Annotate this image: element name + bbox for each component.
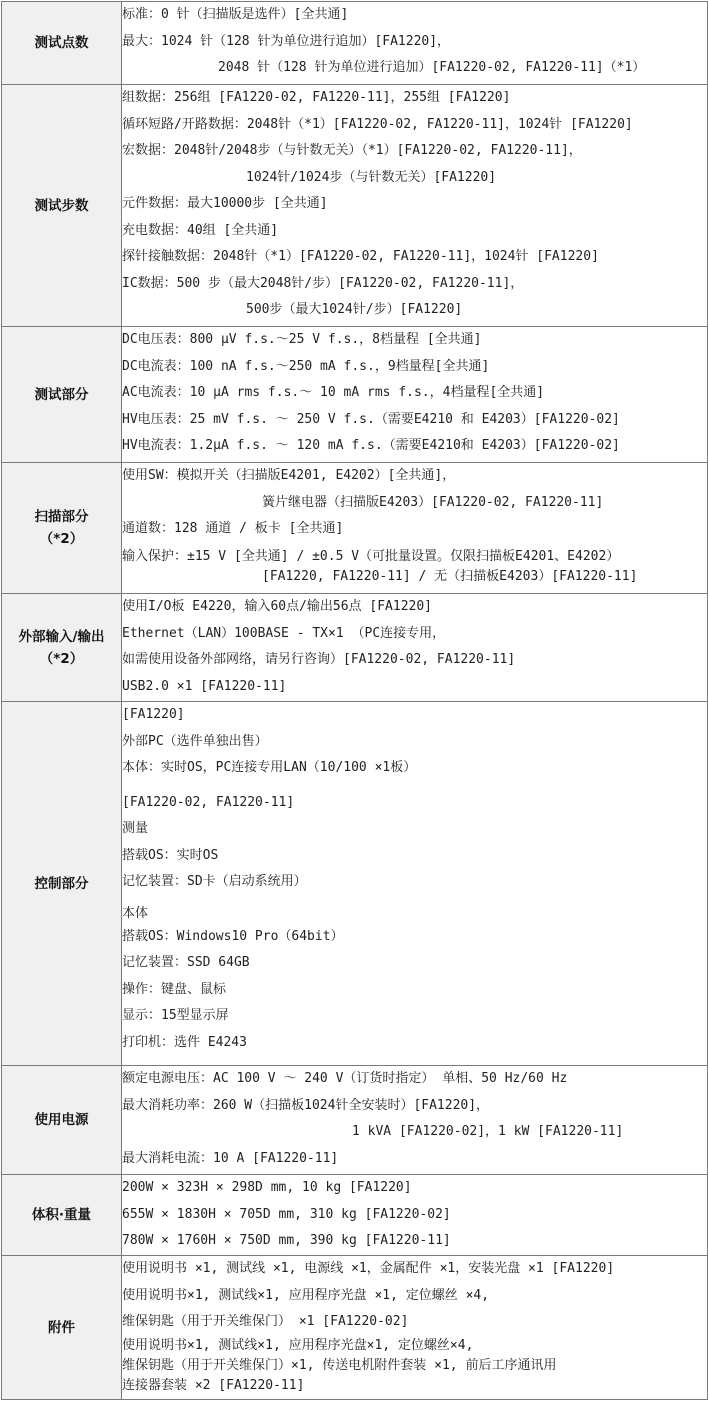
row-content bbox=[122, 1175, 708, 1256]
spec-line: 本体 bbox=[122, 905, 149, 921]
spec-line: 最大：1024 针（128 针为单位进行追加）[FA1220]， bbox=[122, 33, 451, 49]
spec-row-measurement bbox=[2, 327, 708, 463]
spec-row-external-io bbox=[2, 594, 708, 702]
spec-line: 使用说明书×1, 测试线×1, 应用程序光盘×1, 定位螺丝×4, bbox=[122, 1337, 474, 1353]
spec-line: 200W × 323H × 298D mm, 10 kg [FA1220] bbox=[122, 1180, 412, 1195]
spec-line: HV电流表：1.2μA f.s. ～ 120 mA f.s.（需要E4210和 E4203）[FA1220-02] bbox=[122, 438, 620, 453]
spec-line: 使用I/O板 E4220，输入60点/输出56点 [FA1220] bbox=[122, 599, 433, 614]
spec-line: 搭载OS：Windows10 Pro（64bit） bbox=[122, 928, 344, 944]
spec-line: 记忆装置：SD卡（启动系统用） bbox=[122, 874, 307, 889]
spec-line: 探针接触数据：2048针（*1）[FA1220-02, FA1220-11]，1024针 [FA1220] bbox=[122, 249, 599, 264]
spec-line: USB2.0 ×1 [FA1220-11] bbox=[122, 678, 287, 694]
spec-line: 使用说明书×1, 测试线×1, 应用程序光盘 ×1, 定位螺丝 ×4, bbox=[122, 1287, 490, 1303]
spacer bbox=[122, 896, 707, 904]
spec-row-power bbox=[2, 1066, 708, 1175]
spec-line: 2048 针（128 针为单位进行追加）[FA1220-02, FA1220-11]（*1） bbox=[218, 60, 646, 75]
spec-line: 1 kVA [FA1220-02]，1 kW [FA1220-11] bbox=[352, 1124, 624, 1139]
spec-row-test-steps bbox=[2, 85, 708, 327]
spec-line: 使用SW：模拟开关（扫描版E4201, E4202）[全共通]， bbox=[122, 468, 456, 483]
spec-line: 维保钥匙（用于开关维保门） ×1 [FA1220-02] bbox=[122, 1314, 409, 1329]
spec-line: 连接器套装 ×2 [FA1220-11] bbox=[122, 1377, 305, 1393]
row-label: 附件 bbox=[2, 1256, 122, 1400]
spec-line: 如需使用设备外部网络，请另行咨询）[FA1220-02, FA1220-11] bbox=[122, 652, 516, 667]
row-content bbox=[122, 702, 708, 1066]
spec-line: 655W × 1830H × 705D mm, 310 kg [FA1220-02] bbox=[122, 1206, 451, 1222]
spec-line: 记忆装置：SSD 64GB bbox=[122, 955, 250, 970]
spec-line: AC电流表：10 μA rms f.s.～ 10 mA rms f.s.，4档量程[全共通] bbox=[122, 385, 545, 400]
spec-line: 外部PC（选件单独出售） bbox=[122, 733, 268, 749]
row-content bbox=[122, 1256, 708, 1400]
spec-line: Ethernet（LAN）100BASE - TX×1 （PC连接专用， bbox=[122, 625, 446, 641]
row-content bbox=[122, 594, 708, 702]
spec-line: 最大消耗功率：260 W（扫描板1024针全安装时）[FA1220]， bbox=[122, 1097, 490, 1113]
spacer bbox=[122, 782, 707, 790]
spec-line: 搭载OS：实时OS bbox=[122, 847, 219, 863]
spec-line: 500步（最大1024针/步）[FA1220] bbox=[246, 302, 463, 317]
row-content bbox=[122, 327, 708, 463]
spec-line: 操作：键盘、鼠标 bbox=[122, 981, 227, 997]
spec-line: 标准：0 针（扫描版是选件）[全共通] bbox=[122, 7, 349, 22]
spec-line: 额定电源电压：AC 100 V ～ 240 V（订货时指定） 单相、50 Hz/60 Hz bbox=[122, 1071, 568, 1086]
spec-line: 元件数据：最大10000步 [全共通] bbox=[122, 196, 328, 211]
spec-row-dimensions bbox=[2, 1175, 708, 1256]
spec-line: 通道数：128 通道 / 板卡 [全共通] bbox=[122, 521, 344, 536]
row-content bbox=[122, 85, 708, 327]
spec-line: HV电压表：25 mV f.s. ～ 250 V f.s.（需要E4210 和 E4203）[FA1220-02] bbox=[122, 411, 620, 427]
spec-line: 充电数据：40组 [全共通] bbox=[122, 222, 279, 238]
row-label: 外部输入/输出 （*2） bbox=[2, 594, 122, 702]
row-label: 测试点数 bbox=[2, 2, 122, 85]
spec-line: 1024针/1024步（与针数无关）[FA1220] bbox=[246, 169, 497, 185]
spec-row-scanner bbox=[2, 463, 708, 594]
spec-line: 打印机：选件 E4243 bbox=[122, 1034, 247, 1050]
spec-line: 测量 bbox=[122, 821, 149, 836]
spec-line: 使用说明书 ×1, 测试线 ×1, 电源线 ×1，金属配件 ×1，安装光盘 ×1 [FA1220] bbox=[122, 1261, 615, 1276]
row-label: 使用电源 bbox=[2, 1066, 122, 1175]
spec-line: 组数据：256组 [FA1220-02, FA1220-11]，255组 [FA1220] bbox=[122, 90, 511, 105]
spec-line: 簧片继电器（扫描版E4203）[FA1220-02, FA1220-11] bbox=[262, 494, 604, 510]
spec-line: 循环短路/开路数据：2048针（*1）[FA1220-02, FA1220-11]，1024针 [FA1220] bbox=[122, 116, 633, 132]
spec-line: IC数据：500 步（最大2048针/步）[FA1220-02, FA1220-11]， bbox=[122, 275, 524, 291]
row-label: 控制部分 bbox=[2, 702, 122, 1066]
row-label: 扫描部分 （*2） bbox=[2, 463, 122, 594]
row-content bbox=[122, 463, 708, 594]
spec-line: 维保钥匙（用于开关维保门）×1, 传送电机附件套装 ×1, 前后工序通讯用 bbox=[122, 1357, 557, 1373]
row-label: 测试部分 bbox=[2, 327, 122, 463]
spec-row-control bbox=[2, 702, 708, 1066]
spec-line: 最大消耗电流：10 A [FA1220-11] bbox=[122, 1150, 339, 1166]
spec-line: DC电压表：800 μV f.s.～25 V f.s.，8档量程 [全共通] bbox=[122, 332, 482, 347]
row-content bbox=[122, 1066, 708, 1175]
row-content bbox=[122, 2, 708, 85]
spec-row-test-points bbox=[2, 2, 708, 85]
spec-line: 显示：15型显示屏 bbox=[122, 1008, 229, 1023]
spec-line: DC电流表：100 nA f.s.～250 mA f.s.，9档量程[全共通] bbox=[122, 358, 490, 374]
spec-line: 780W × 1760H × 750D mm, 390 kg [FA1220-11] bbox=[122, 1233, 451, 1248]
spec-line: 输入保护：±15 V [全共通] / ±0.5 V（可批量设置。仅限扫描板E4201、E4202） bbox=[122, 548, 620, 564]
spec-line: [FA1220, FA1220-11] / 无（扫描板E4203）[FA1220-11] bbox=[262, 568, 638, 584]
spec-row-accessories bbox=[2, 1256, 708, 1400]
spec-line: [FA1220-02, FA1220-11] bbox=[122, 794, 295, 810]
row-label: 测试步数 bbox=[2, 85, 122, 327]
row-label: 体积·重量 bbox=[2, 1175, 122, 1256]
spec-table bbox=[1, 1, 708, 1400]
spec-line: 本体：实时OS，PC连接专用LAN（10/100 ×1板） bbox=[122, 760, 417, 775]
spec-line: 宏数据：2048针/2048步（与针数无关）（*1）[FA1220-02, FA1220-11]， bbox=[122, 143, 582, 158]
spec-line: [FA1220] bbox=[122, 707, 185, 722]
